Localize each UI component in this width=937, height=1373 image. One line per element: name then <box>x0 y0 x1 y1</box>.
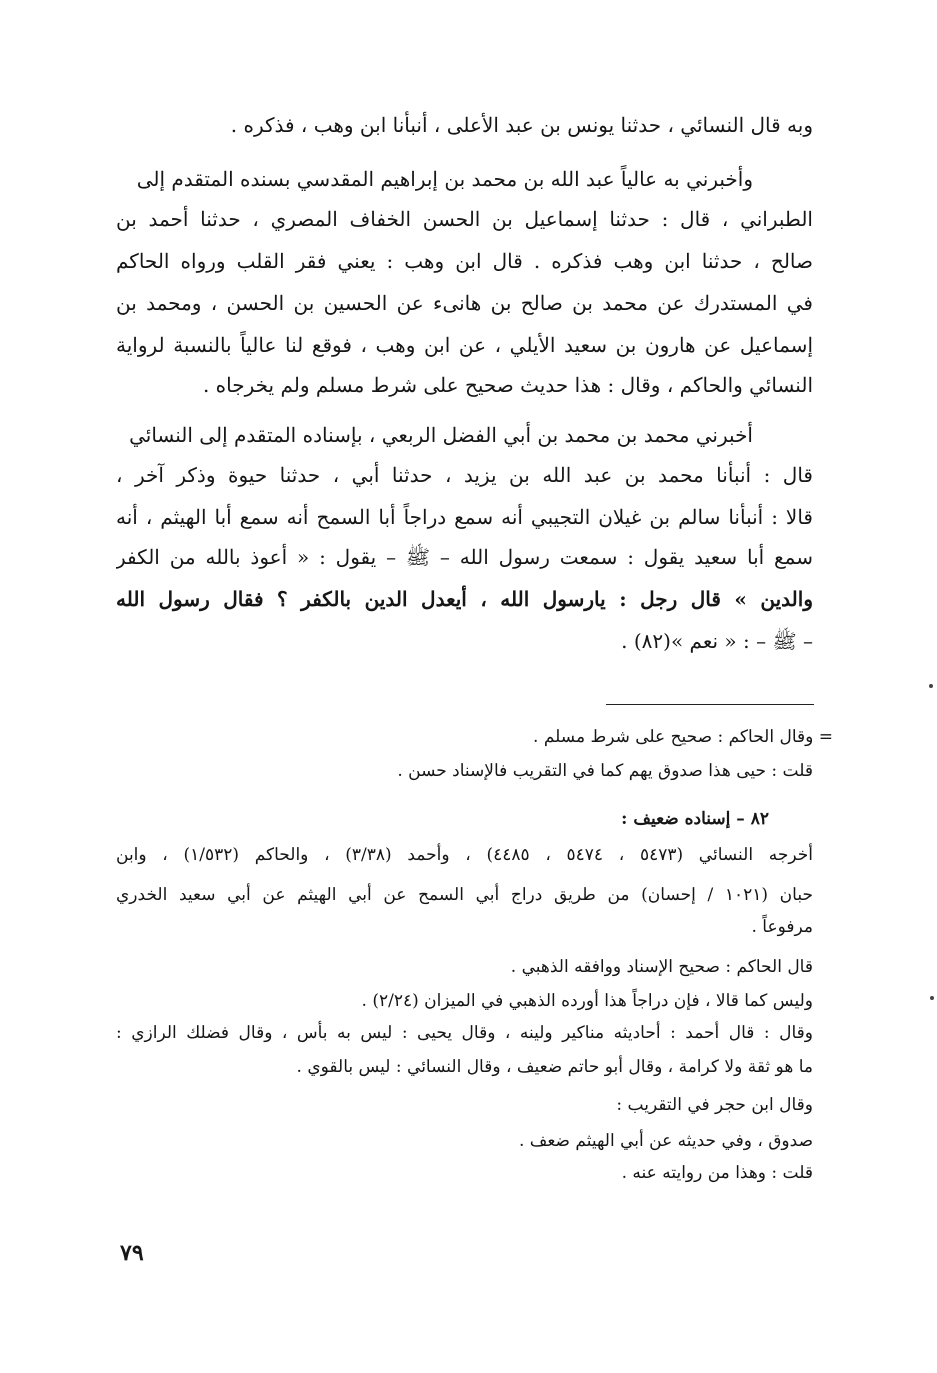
main-line-4: صالح ، حدثنا ابن وهب فذكره . قال ابن وهب : يعني فقر القلب ورواه الحاكم <box>116 249 813 273</box>
scan-speck <box>930 996 934 1000</box>
main-line-1: وبه قال النسائي ، حدثنا يونس بن عبد الأعلى ، أنبأنا ابن وهب ، فذكره . <box>230 113 813 137</box>
footnote-line-2: قلت : حيى هذا صدوق يهم كما في التقريب فالإسناد حسن . <box>397 761 813 781</box>
footnote-line-4: أخرجه النسائي (٥٤٧٣ ، ٥٤٧٤ ، ٤٤٨٥) ، وأحمد (٣/٣٨) ، والحاكم (١/٥٣٢) ، وابن <box>116 845 813 865</box>
main-line-12: والدين » قال رجل : يارسول الله ، أيعدل الدين بالكفر ؟ فقال رسول الله <box>116 587 813 611</box>
footnote-line-10: ما هو ثقة ولا كرامة ، وقال أبو حاتم ضعيف ، وقال النسائي : ليس بالقوي . <box>296 1057 813 1077</box>
footnote-line-11: وقال ابن حجر في التقريب : <box>616 1095 813 1115</box>
main-line-10: قالا : أنبأنا سالم بن غيلان التجيبي أنه سمع دراجاً أبا السمح أنه سمع أبا الهيثم ، أنه <box>116 505 813 529</box>
main-line-13: – ﷺ – : « نعم »(٨٢) . <box>621 629 813 653</box>
scan-speck <box>929 684 933 688</box>
page-number: ٧٩ <box>120 1240 144 1266</box>
footnote-separator <box>606 704 814 705</box>
main-line-7: النسائي والحاكم ، وقال : هذا حديث صحيح على شرط مسلم ولم يخرجاه . <box>202 373 813 397</box>
main-line-2: وأخبرني به عالياً عبد الله بن محمد بن إبراهيم المقدسي بسنده المتقدم إلى <box>136 167 753 191</box>
main-line-11: سمع أبا سعيد يقول : سمعت رسول الله – ﷺ – يقول : « أعوذ بالله من الكفر <box>116 545 813 569</box>
footnote-line-6: مرفوعاً . <box>751 917 813 937</box>
main-line-3: الطبراني ، قال : حدثنا إسماعيل بن الحسن الخفاف المصري ، حدثنا أحمد بن <box>116 207 813 231</box>
footnote-line-13: قلت : وهذا من روايته عنه . <box>621 1163 813 1183</box>
footnote-line-8: وليس كما قالا ، فإن دراجاً هذا أورده الذهبي في الميزان (٢/٢٤) . <box>361 991 813 1011</box>
main-line-6: إسماعيل عن هارون بن سعيد الأيلي ، عن ابن وهب ، فوقع لنا عالياً بالنسبة لرواية <box>116 333 813 357</box>
footnote-heading: ٨٢ – إسناده ضعيف : <box>621 809 769 829</box>
footnote-line-12: صدوق ، وفي حديثه عن أبي الهيثم ضعف . <box>518 1131 813 1151</box>
footnote-line-9: وقال : قال أحمد : أحاديثه مناكير ولينه ، وقال يحيى : ليس به بأس ، وقال فضلك الرازي : <box>116 1023 813 1043</box>
main-line-5: في المستدرك عن محمد بن صالح بن هانىء عن الحسين بن الحسن ، ومحمد بن <box>116 291 813 315</box>
main-line-9: قال : أنبأنا محمد بن عبد الله بن يزيد ، حدثنا أبي ، حدثنا حيوة وذكر آخر ، <box>116 463 813 487</box>
footnote-line-7: قال الحاكم : صحيح الإسناد ووافقه الذهبي . <box>510 957 813 977</box>
footnote-line-5: حبان (١٠٢١ / إحسان) من طريق دراج أبي السمح عن أبي الهيثم عن أبي سعيد الخدري <box>116 885 813 905</box>
footnote-line-1: = وقال الحاكم : صحيح على شرط مسلم . <box>533 727 833 747</box>
main-line-8: أخبرني محمد بن محمد بن أبي الفضل الربعي ، بإسناده المتقدم إلى النسائي <box>129 423 753 447</box>
